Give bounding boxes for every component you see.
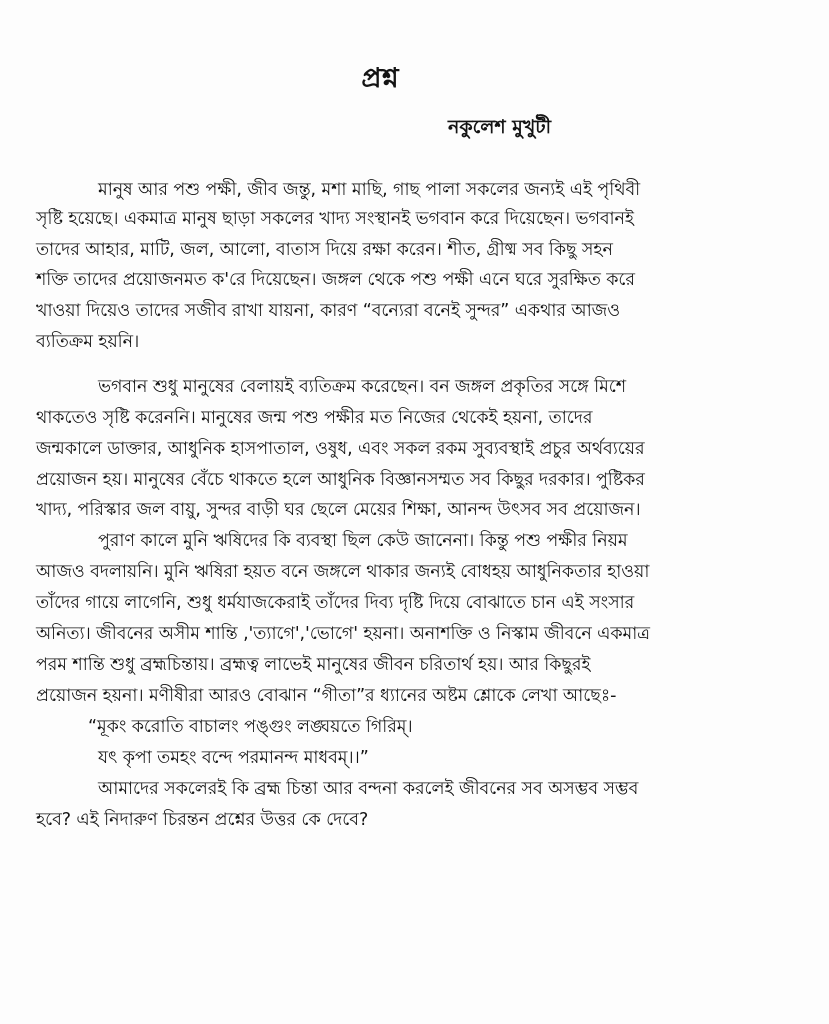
text-line: প্রয়োজন হয়না। মণীষীরা আরও বোঝান “গীতা”র ধ্যানের অষ্টম শ্লোকে লেখা আছেঃ- <box>36 686 617 706</box>
text-line: পুরাণ কালে মুনি ঋষিদের কি ব্যবস্থা ছিল কেউ জানেনা। কিন্তু পশু পক্ষীর নিয়ম <box>98 531 628 551</box>
text-line: অনিত্য। জীবনের অসীম শান্তি ,'ত্যাগে','ভোগে' হয়না। অনাশক্তি ও নিস্কাম জীবনে একমাত্র <box>36 624 650 644</box>
text-line: হবে? এই নিদারুণ চিরন্তন প্রশ্নের উত্তর কে দেবে? <box>36 810 369 830</box>
text-line: ব্যতিক্রম হয়নি। <box>36 332 140 352</box>
text-line: খাওয়া দিয়েও তাদের সজীব রাখা যায়না, কারণ “বন্যেরা বনেই সুন্দর” একথার আজও <box>36 301 621 321</box>
text-line: থাকতেও সৃষ্টি করেননি। মানুষের জন্ম পশু পক্ষীর মত নিজের থেকেই হয়না, তাদের <box>36 408 593 428</box>
text-line: তাঁদের গায়ে লাগেনি, শুধু ধর্মযাজকেরাই তাঁদের দিব্য দৃষ্টি দিয়ে বোঝাতে চান এই সংসার <box>36 593 635 613</box>
text-line: ভগবান শুধু মানুষের বেলায়ই ব্যতিক্রম করেছেন। বন জঙ্গল প্রকৃতির সঙ্গে মিশে <box>98 377 626 397</box>
verse-line: “মূকং করোতি বাচালং পঙ্গুং লঙ্ঘয়তে গিরিম্। <box>88 717 413 737</box>
text-line: পরম শান্তি শুধু ব্রহ্মচিন্তায়। ব্রহ্মত্ব লাভেই মানুষের জীবন চরিতার্থ হয়। আর কিছুরই <box>36 655 591 675</box>
text-line: প্রয়োজন হয়। মানুষের বেঁচে থাকতে হলে আধুনিক বিজ্ঞানসম্মত সব কিছুর দরকার। পুষ্টিকর <box>36 470 645 490</box>
text-line: শক্তি তাদের প্রয়োজনমত ক'রে দিয়েছেন। জঙ্গল থেকে পশু পক্ষী এনে ঘরে সুরক্ষিত করে <box>36 270 635 290</box>
text-line: আজও বদলায়নি। মুনি ঋষিরা হয়ত বনে জঙ্গলে থাকার জন্যই বোধহয় আধুনিকতার হাওয়া <box>36 562 650 582</box>
text-line: মানুষ আর পশু পক্ষী, জীব জন্তু, মশা মাছি, গাছ পালা সকলের জন্যই এই পৃথিবী <box>98 180 641 200</box>
page-title: প্রশ্ন <box>361 63 399 94</box>
text-line: জন্মকালে ডাক্তার, আধুনিক হাসপাতাল, ওষুধ, এবং সকল রকম সুব্যবস্থাই প্রচুর অর্থব্যয়ের <box>36 439 645 459</box>
verse-line: যৎ কৃপা তমহং বন্দে পরমানন্দ মাধবম্।।” <box>98 748 369 768</box>
text-line: সৃষ্টি হয়েছে। একমাত্র মানুষ ছাড়া সকলের খাদ্য সংস্থানই ভগবান করে দিয়েছেন। ভগবানই <box>36 209 634 229</box>
text-line: খাদ্য, পরিস্কার জল বায়ু, সুন্দর বাড়ী ঘর ছেলে মেয়ের শিক্ষা, আনন্দ উৎসব সব প্রয়োজন। <box>36 500 641 520</box>
author-name: নকুলেশ মুখুটী <box>448 116 552 138</box>
text-line: আমাদের সকলেরই কি ব্রহ্ম চিন্তা আর বন্দনা করলেই জীবনের সব অসম্ভব সম্ভব <box>98 779 639 799</box>
text-line: তাদের আহার, মাটি, জল, আলো, বাতাস দিয়ে রক্ষা করেন। শীত, গ্রীষ্ম সব কিছু সহন <box>36 240 613 260</box>
